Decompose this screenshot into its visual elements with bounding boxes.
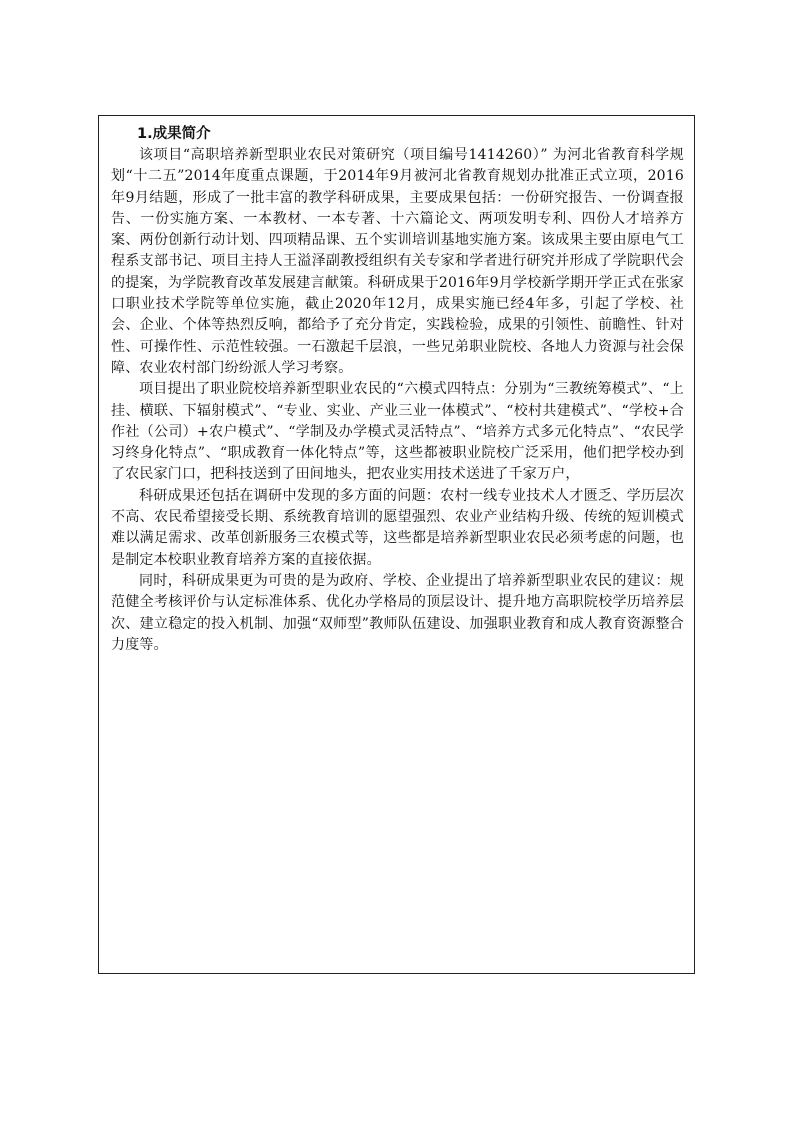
paragraph-models: 项目提出了职业院校培养新型职业农民的“六模式四特点：分别为“三教统筹模式”、“上挂、横联、下辐射模式”、“专业、实业、产业三业一体模式”、“校村共建模式”、“学校+合作社（公司）+农户模式”、“学制及办学模式灵活特点”、“培养方式多元化特点”、“农民学习终身化特点”、“职成教育一体化特点”等，这些都被职业院校广泛采用，他们把学校办到了农民家门口，把科技送到了田间地头，把农业实用技术送进了千家万户， bbox=[111, 381, 684, 483]
content-frame bbox=[98, 115, 695, 974]
section-heading: 1.成果简介 bbox=[137, 126, 211, 142]
paragraph-problems: 科研成果还包括在调研中发现的多方面的问题：农村一线专业技术人才匮乏、学历层次不高、农民希望接受长期、系统教育培训的愿望强烈、农业产业结构升级、传统的短训模式难以满足需求、改革创新服务三农模式等，这些都是培养新型职业农民必须考虑的问题，也是制定本校职业教育培养方案的直接依据。 bbox=[111, 487, 684, 568]
paragraph-summary: 该项目“高职培养新型职业农民对策研究（项目编号1414260）” 为河北省教育科学规划“十二五”2014年度重点课题，于2014年9月被河北省教育规划办批准正式立项，2016年9月结题，形成了一批丰富的教学科研成果，主要成果包括：一份研究报告、一份调查报告、一份实施方案、一本教材、一本专著、十六篇论文、两项发明专利、四份人才培养方案、两份创新行动计划、四项精品课、五个实训培训基地实施方案。该成果主要由原电气工程系支部书记、项目主持人王溢泽副教授组织有关专家和学者进行研究并形成了学院职代会的提案，为学院教育改革发展建言献策。科研成果于2016年9月学校新学期开学正式在张家口职业技术学院等单位实施，截止2020年12月，成果实施已经4年多，引起了学校、社会、企业、个体等热烈反响，都给予了充分肯定，实践检验，成果的引领性、前瞻性、针对性、可操作性、示范性较强。一石激起千层浪，一些兄弟职业院校、各地人力资源与社会保障、农业农村部门纷纷派人学习考察。 bbox=[111, 147, 684, 376]
section-content bbox=[111, 124, 684, 656]
paragraph-suggestions: 同时，科研成果更为可贵的是为政府、学校、企业提出了培养新型职业农民的建议：规范健全考核评价与认定标准体系、优化办学格局的顶层设计、提升地方高职院校学历培养层次、建立稳定的投入机制、加强“双师型”教师队伍建设、加强职业教育和成人教育资源整合力度等。 bbox=[111, 572, 684, 653]
